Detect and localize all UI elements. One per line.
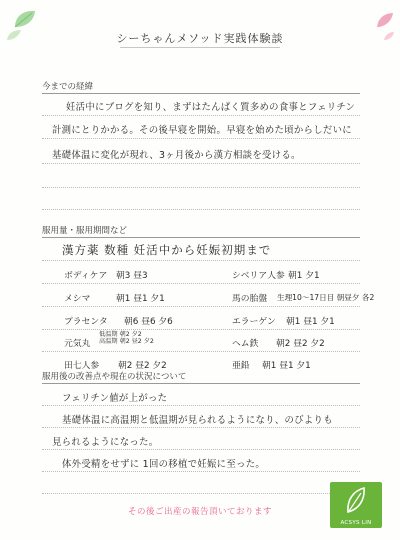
ruled-line [42, 427, 360, 428]
medicine-name: ボディケア [64, 271, 108, 281]
ruled-line [42, 329, 360, 330]
ruled-line [42, 209, 360, 210]
ruled-line [42, 306, 360, 307]
medicine-name: メシマ [64, 294, 91, 304]
results-line: 基礎体温に高温期と低温期が見られるようになり、のびよりも [62, 415, 333, 426]
section-divider [42, 93, 360, 94]
ruled-line [42, 471, 360, 472]
logo-text: ACSYS LIN [340, 520, 372, 526]
ruled-line [42, 351, 360, 352]
footer-note: その後ご出産の報告頂いております [127, 507, 272, 517]
ruled-line [42, 138, 360, 139]
results-heading: 服用後の改善点や現在の状況について [42, 372, 187, 382]
history-line: 妊活中にブログを知り、まずはたんぱく質多めの食事とフェリチン [66, 102, 356, 113]
section-divider [42, 237, 360, 238]
medicine-dose: 高温期 朝2 昼2 夕2 [99, 338, 154, 346]
ruled-line [42, 283, 360, 284]
history-line: 基礎体温に変化が現れ、3ヶ月後から漢方相談を受ける。 [52, 150, 301, 161]
medicine-dose: 朝1 夕1 [288, 271, 320, 281]
medicine-dose: 低温期 朝2 夕2 [99, 331, 142, 338]
medicine-dose-stack [99, 331, 154, 346]
medicine-name: シベリア人参 [232, 271, 285, 281]
medicine-name: 亜鉛 [232, 361, 250, 371]
medicine-name: エラーゲン [232, 317, 276, 327]
dosage-heading: 服用量・服用期間など [42, 226, 128, 236]
medicine-name: 田七人参 [64, 361, 100, 371]
ruled-line [42, 115, 360, 116]
results-line: 見られるようになった。 [52, 437, 159, 448]
medicine-name: 元気丸 [64, 339, 91, 349]
ruled-line [42, 449, 360, 450]
results-line: フェリチン値が上がった [62, 393, 168, 404]
medicine-dose: 朝3 昼3 [116, 271, 148, 281]
ruled-line [42, 405, 360, 406]
medicine-dose: 朝1 昼1 夕1 [286, 317, 335, 327]
title-divider [120, 47, 280, 48]
medicine-dose: 朝1 昼1 夕1 [262, 361, 311, 371]
medicine-name: ヘム鉄 [232, 339, 259, 349]
brand-logo [330, 482, 382, 528]
medicine-name: プラセンタ [64, 317, 108, 327]
ruled-line [42, 187, 360, 188]
leaf-icon [12, 8, 38, 30]
dosage-headline: 漢方薬 数種 妊活中から妊娠初期まで [62, 243, 272, 257]
leaf-logo-icon [344, 486, 368, 514]
page-title: シーちゃんメソッド実践体験談 [116, 32, 284, 45]
medicine-dose: 朝6 昼6 夕6 [124, 317, 173, 327]
medicine-dose: 朝1 昼1 夕1 [116, 294, 165, 304]
leaf-icon [374, 10, 396, 30]
medicine-dose: 生理10〜17日目 朝昼夕 各2 [277, 293, 375, 302]
history-line: 計測にとりかかる。その後早寝を開始。早寝を始めた頃からしだいに [52, 125, 352, 136]
ruled-line [42, 493, 360, 494]
medicine-dose: 朝2 昼2 夕2 [118, 361, 167, 371]
medicine-dose: 朝2 昼2 夕2 [276, 339, 325, 349]
medicine-name: 馬の胎盤 [232, 294, 268, 304]
ruled-line [42, 163, 360, 164]
results-line: 体外受精をせずに 1回の移植で妊娠に至った。 [62, 459, 266, 470]
history-heading: 今までの経緯 [42, 82, 94, 92]
ruled-line [42, 260, 360, 261]
section-divider [42, 383, 360, 384]
